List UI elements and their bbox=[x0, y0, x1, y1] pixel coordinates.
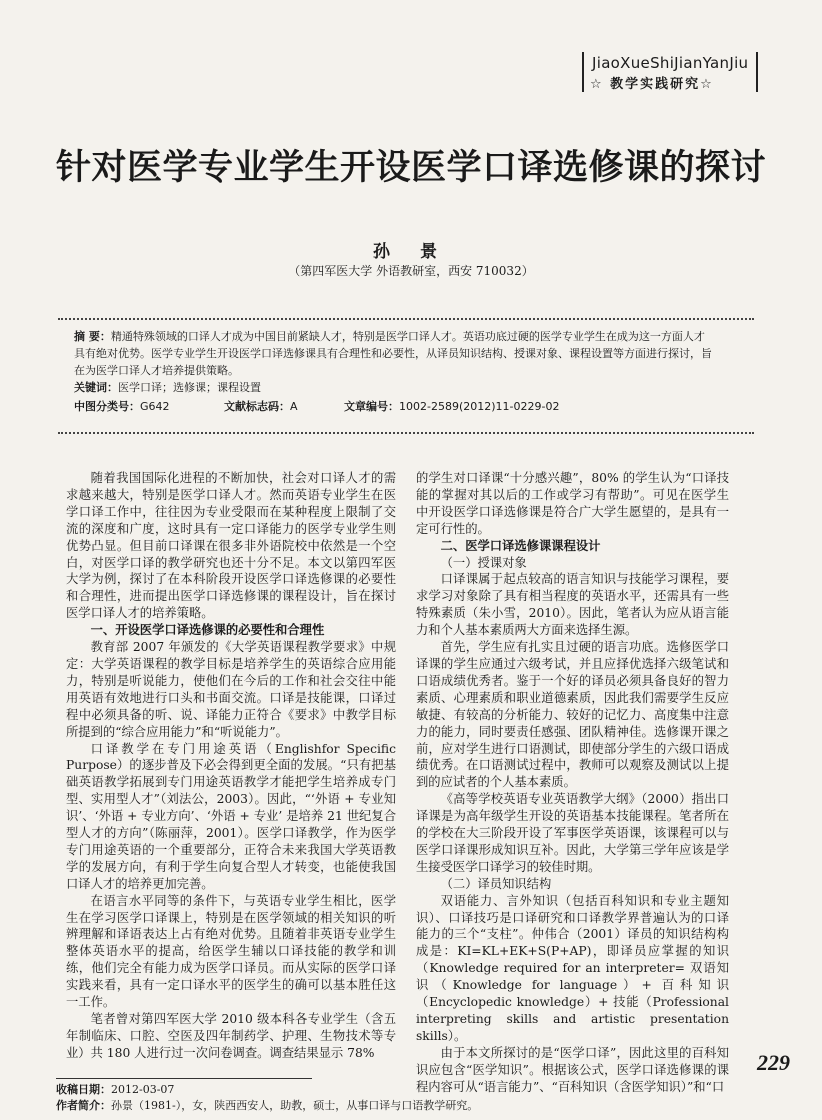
body-paragraph: 双语能力、言外知识（包括百科知识和专业主题知识）、口译技巧是口译研究和口译教学界普遍认为的口译能力的三个“支柱”。仲伟合（2001）译员的知识结构构成是：KI=KL+EK+S(P+AP)，即译员应掌握的知识（Knowledge required for an interpreter= 双语知识（Knowledge for language）+ 百科知识（Encyclopedic knowledge）+ 技能（Professional interpreting skills and artistic presentation skills）。 bbox=[416, 893, 729, 1043]
bio-label: 作者简介： bbox=[56, 1099, 111, 1112]
body-paragraph: （二）译员知识结构 bbox=[440, 876, 552, 891]
body-paragraph: 首先，学生应有扎实且过硬的语言功底。选修医学口译课的学生应通过六级考试，并且应择优选择六级笔试和口语成绩优秀者。鉴于一个好的译员必须具备良好的智力素质、心理素质和职业道德素质，因此我们需要学生反应敏捷、有较高的分析能力、较好的记忆力、高度集中注意力的能力，同时要责任感强、团队精神佳。选修课开课之前，应对学生进行口语测试，即使部分学生的六级口语成绩优秀。在口语测试过程中，教师可以观察及测试以上提到的应试者的个人基本素质。 bbox=[416, 640, 729, 790]
author-affiliation: （第四军医大学 外语教研室，西安 710032） bbox=[288, 264, 534, 278]
body-paragraph: 《高等学校英语专业英语教学大纲》（2000）指出口译课是为高年级学生开设的英语基本技能课程。笔者所在的学校在大三阶段开设了军事医学英语课，该课程可以与医学口译课形成知识互补。因此，大学第三学年应该是学生接受医学口译学习的较佳时期。 bbox=[416, 792, 729, 874]
page-number: 229 bbox=[757, 1050, 790, 1075]
article-no-value: 1002-2589(2012)11-0229-02 bbox=[399, 400, 560, 413]
body-paragraph: 教育部 2007 年颁发的《大学英语课程教学要求》中规定：大学英语课程的教学目标是培养学生的英语综合应用能力，特别是听说能力，使他们在今后的工作和社会交往中能用英语有效地进行口头和书面交流。口译是技能课，口译过程中必须具备的听、说、译能力正符合《要求》中教学目标所提到的“综合应用能力”和“听说能力”。 bbox=[66, 640, 396, 739]
body-paragraph: 的学生对口译课“十分感兴趣”，80% 的学生认为“口译技能的掌握对其以后的工作或学习有帮助”。可见在医学生中开设医学口译选修课是符合广大学生愿望的，是具有一定可行性的。 bbox=[416, 471, 729, 536]
abstract-label: 摘 要： bbox=[74, 330, 111, 343]
received-date bbox=[56, 1081, 174, 1097]
author-bio bbox=[56, 1097, 478, 1113]
left-column bbox=[66, 470, 396, 1062]
body-paragraph: 口译课属于起点较高的语言知识与技能学习课程，要求学习对象除了具有相当程度的英语水平，还需具有一些特殊素质（朱小雪，2010）。因此，笔者认为应从语言能力和个人基本素质两大方面来选择生源。 bbox=[416, 572, 729, 638]
footnote-rule bbox=[56, 1078, 312, 1079]
abstract-block bbox=[74, 328, 714, 396]
article-author: 孙 景 bbox=[373, 242, 449, 262]
doc-code-value: A bbox=[290, 400, 298, 413]
keywords-label: 关键词： bbox=[74, 381, 118, 394]
body-paragraph: 在语言水平同等的条件下，与英语专业学生相比，医学生在学习医学口译课上，特别是在医学领域的相关知识的听辨理解和译语表达上占有绝对优势。且随着非英语专业学生整体英语水平的提高，给医学生辅以口译技能的教学和训练，他们完全有能力成为医学口译员。而从实际的医学口译实践来看，具有一定口译水平的医学生的确可以基本胜任这一工作。 bbox=[66, 893, 396, 1010]
abstract-bottom-divider bbox=[58, 432, 754, 434]
journal-header-en: JiaoXueShiJianYanJiu bbox=[592, 54, 749, 72]
article-title: 针对医学专业学生开设医学口译选修课的探讨 bbox=[55, 147, 766, 188]
body-paragraph: 随着我国国际化进程的不断加快，社会对口译人才的需求越来越大，特别是医学口译人才。然而英语专业学生在医学口译工作中，往往因为专业受限而在某种程度上限制了交流的深度和广度，这时具有一定口译能力的医学专业学生则优势凸显。但目前口译课在很多非外语院校中依然是一个空白，对医学口译的教学研究也还十分不足。本文以第四军医大学为例，探讨了在本科阶段开设医学口译选修课的必要性和合理性，进而提出医学口译选修课的课程设计，旨在探讨医学口译人才的培养策略。 bbox=[66, 471, 396, 621]
body-paragraph: 笔者曾对第四军医大学 2010 级本科各专业学生（含五年制临床、口腔、空医及四年制药学、护理、生物技术等专业）共 180 人进行过一次问卷调查。调查结果显示 78% bbox=[66, 1012, 396, 1060]
doc-code-label: 文献标志码： bbox=[224, 400, 290, 413]
bio-value: 孙景（1981-），女，陕西西安人，助教，硕士，从事口译与口语教学研究。 bbox=[111, 1099, 479, 1112]
abstract-top-divider bbox=[58, 318, 754, 320]
body-paragraph: 由于本文所探讨的是“医学口译”，因此这里的百科知识应包含“医学知识”。根据该公式，医学口译选修课的课程内容可从“语言能力”、“百科知识（含医学知识）”和“口 bbox=[416, 1045, 729, 1094]
clc-value: G642 bbox=[140, 400, 170, 413]
keywords-text: 医学口译；选修课；课程设置 bbox=[118, 381, 261, 394]
abstract-text: 精通特殊领域的口译人才成为中国目前紧缺人才，特别是医学口译人才。英语功底过硬的医学专业学生在成为这一方面人才具有绝对优势。医学专业学生开设医学口译选修课具有合理性和必要性，从译员知识结构、授课对象、课程设置等方面进行探讨，旨在为医学口译人才培养提供策略。 bbox=[74, 330, 712, 377]
section-heading: 二、医学口译选修课课程设计 bbox=[440, 538, 601, 553]
body-paragraph: （一）授课对象 bbox=[440, 555, 527, 570]
body-paragraph: 口译教学在专门用途英语（Englishfor Specific Purpose）的逐步普及下必会得到更全面的发展。“只有把基础英语教学拓展到专门用途英语教学才能把学生培养成专门型、实用型人才”（刘法公，2003）。因此，“‘外语 + 专业知识’、‘外语 + 专业方向’、‘外语 + 专业’ 是培养 21 世纪复合型人才的方向”（陈丽萍，2001）。医学口译教学，作为医学专门用途英语的一个重要部分，正符合未来我国大学英语教学的发展方向，有利于学生向复合型人才转变，也能使我国口译人才的培养更加完善。 bbox=[66, 741, 396, 891]
clc-label: 中图分类号： bbox=[74, 400, 140, 413]
classification-row bbox=[74, 398, 714, 414]
right-column bbox=[416, 470, 729, 1096]
article-no-label: 文章编号： bbox=[344, 400, 399, 413]
received-label: 收稿日期： bbox=[56, 1083, 111, 1096]
received-value: 2012-03-07 bbox=[111, 1083, 175, 1096]
section-heading: 一、开设医学口译选修课的必要性和合理性 bbox=[90, 623, 325, 638]
journal-header-cn: ☆ 教学实践研究☆ bbox=[590, 77, 714, 92]
